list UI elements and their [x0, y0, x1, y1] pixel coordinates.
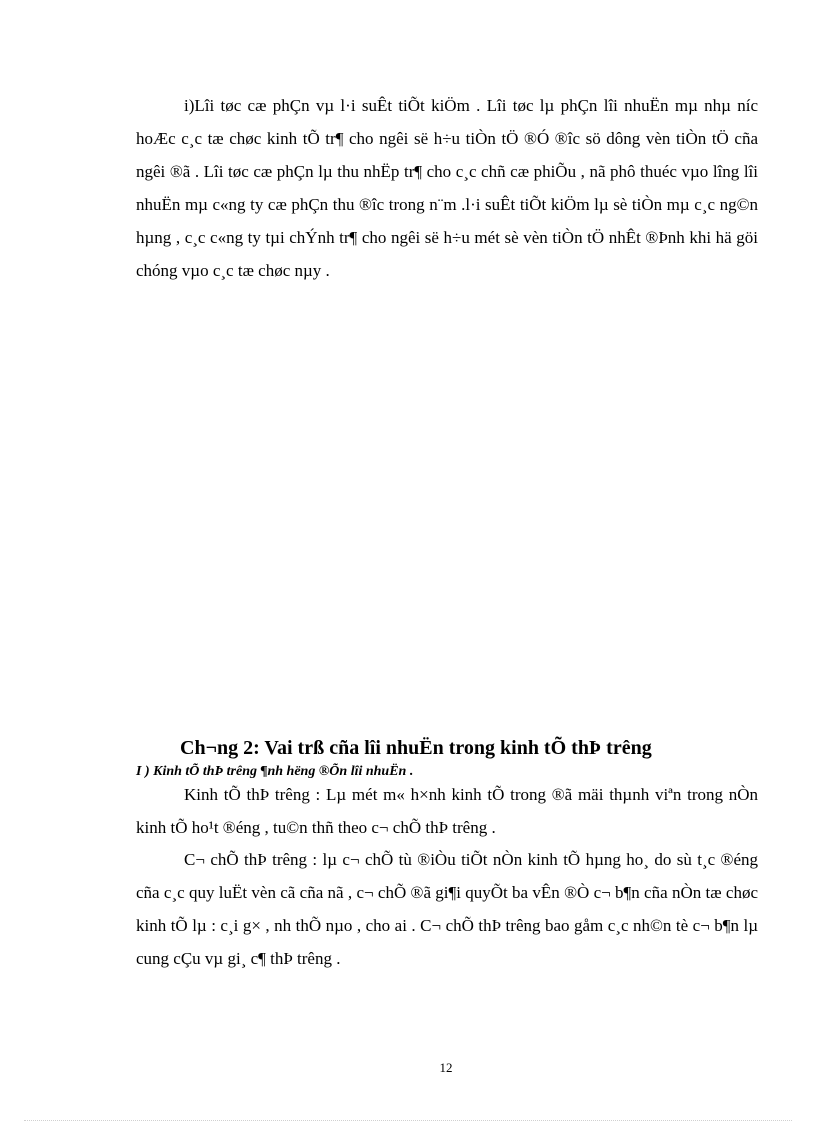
paragraph-interest-and-savings: i)Lîi tøc cæ phÇn vµ l·i suÊt tiÕt kiÖm . Lîi tøc lµ phÇn lîi nhuËn mµ nhµ níc hoÆc c¸c tæ chøc kinh tÕ tr¶ cho ngêi së h÷u tiÒn tÖ ®Ó ®îc sö dông vèn tiÒn tÖ cña ngêi ®ã . Lîi tøc cæ phÇn lµ thu nhËp tr¶ cho c¸c chñ cæ phiÕu , nã phô thuéc vµo lîng lîi nhuËn mµ c«ng ty cæ phÇn thu ®îc trong n¨m .l·i suÊt tiÕt kiÖm lµ sè tiÒn mµ c¸c ng©n hµng , c¸c c«ng ty tµi chÝnh tr¶ cho ngêi së h÷u mét sè vèn tiÒn tÖ nhÊt ®Þnh khi hä göi chóng vµo c¸c tæ chøc nµy .	[136, 96, 758, 280]
section-title: I ) Kinh tÕ thÞ trêng ¶nh hëng ®Õn lîi nhuËn .	[136, 764, 414, 779]
page-bottom-divider	[24, 1120, 792, 1121]
page-number: 12	[439, 1060, 453, 1075]
chapter-title: Ch¬ng 2: Vai trß cña lîi nhuËn trong kinh tÕ thÞ trêng	[180, 737, 652, 759]
paragraph-market-mechanism: C¬ chÕ thÞ trêng : lµ c¬ chÕ tù ®iÒu tiÕt nÒn kinh tÕ hµng ho¸ do sù t¸c ®éng cña c¸c quy luËt vèn cã cña nã , c¬ chÕ ®ã gi¶i quyÕt ba vÊn ®Ò c¬ b¶n cña nÒn tæ chøc kinh tÕ lµ : c¸i g× , nh thÕ nµo , cho ai . C¬ chÕ thÞ trêng bao gåm c¸c nh©n tè c¬ b¶n lµ cung cÇu vµ gi¸ c¶ thÞ trêng .	[136, 850, 758, 968]
paragraph-market-economy-definition: Kinh tÕ thÞ trêng : Lµ mét m« h×nh kinh tÕ trong ®ã mäi thµnh viªn trong nÒn kinh tÕ ho¹t ®éng , tu©n thñ theo c¬ chÕ thÞ trêng .	[136, 785, 758, 837]
